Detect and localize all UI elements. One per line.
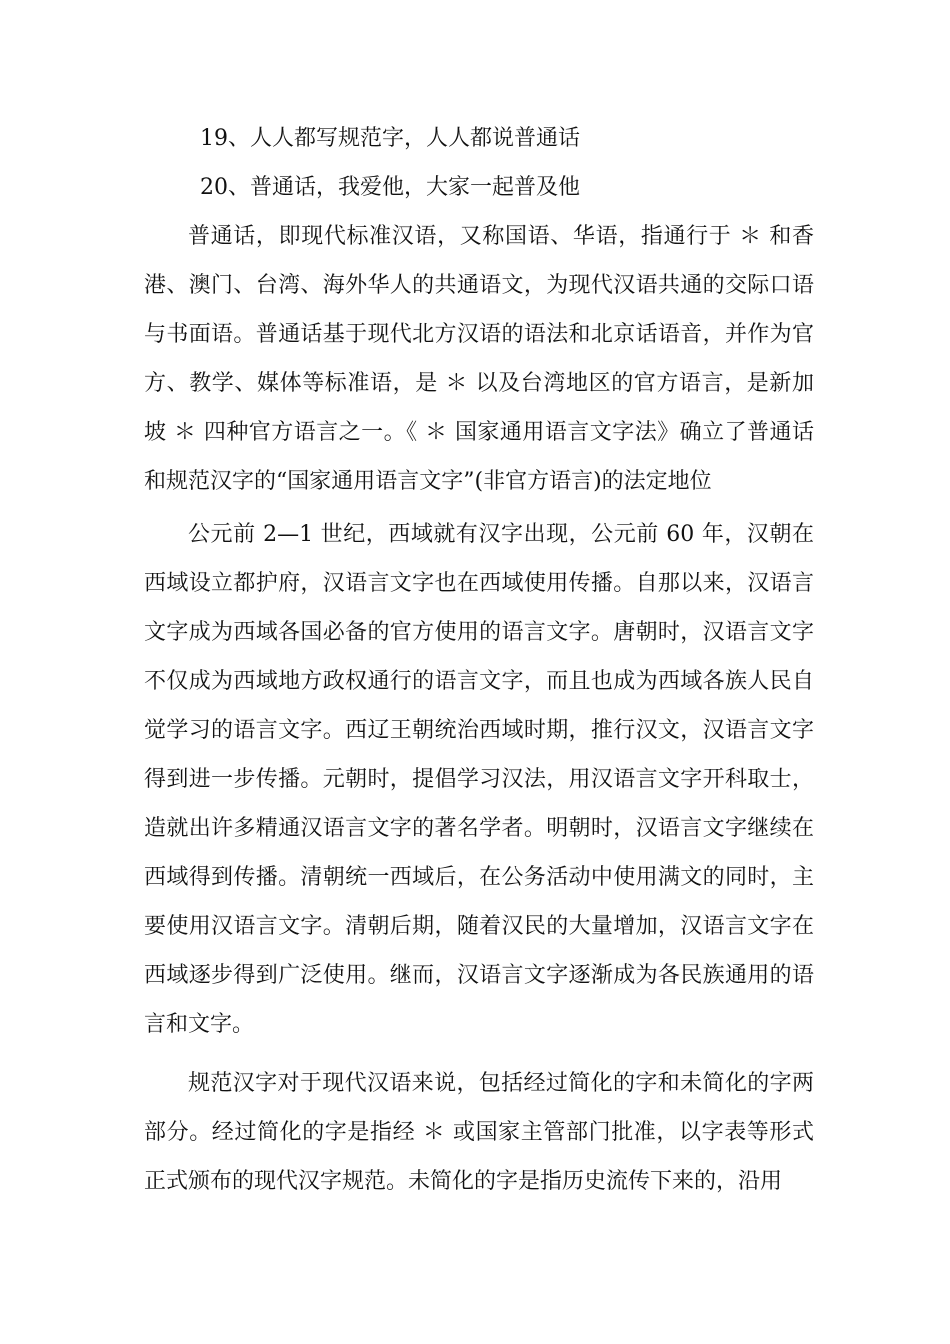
list-item-20: 20、普通话，我爱他，大家一起普及他 — [200, 175, 580, 200]
document-body — [144, 114, 814, 1206]
paragraph-standard-characters: 规范汉字对于现代汉语来说，包括经过简化的字和未简化的字两部分。经过简化的字是指经 ＊ 或国家主管部门批准，以字表等形式正式颁布的现代汉字规范。未简化的字是指历史流传下来的，沿用 — [144, 1071, 814, 1194]
paragraph-putonghua: 普通话，即现代标准汉语，又称国语、华语，指通行于 ＊ 和香港、澳门、台湾、海外华人的共通语文，为现代汉语共通的交际口语与书面语。普通话基于现代北方汉语的语法和北京话语音，并作为官方、教学、媒体等标准语，是 ＊ 以及台湾地区的官方语言，是新加坡 ＊ 四种官方语言之一。《 ＊ 国家通用语言文字法》确立了普通话和规范汉字的“国家通用语言文字”(非官方语言)的法定地位 — [144, 224, 814, 494]
paragraph-western-regions: 公元前 2—1 世纪，西域就有汉字出现，公元前 60 年，汉朝在西域设立都护府，汉语言文字也在西域使用传播。自那以来，汉语言文字成为西域各国必备的官方使用的语言文字。唐朝时，汉语言文字不仅成为西域地方政权通行的语言文字，而且也成为西域各族人民自觉学习的语言文字。西辽王朝统治西域时期，推行汉文，汉语言文字得到进一步传播。元朝时，提倡学习汉法，用汉语言文字开科取士，造就出许多精通汉语言文字的著名学者。明朝时，汉语言文字继续在西域得到传播。清朝统一西域后，在公务活动中使用满文的同时，主要使用汉语言文字。清朝后期，随着汉民的大量增加，汉语言文字在西域逐步得到广泛使用。继而，汉语言文字逐渐成为各民族通用的语言和文字。 — [144, 522, 814, 1037]
list-item-19: 19、人人都写规范字，人人都说普通话 — [200, 126, 580, 151]
